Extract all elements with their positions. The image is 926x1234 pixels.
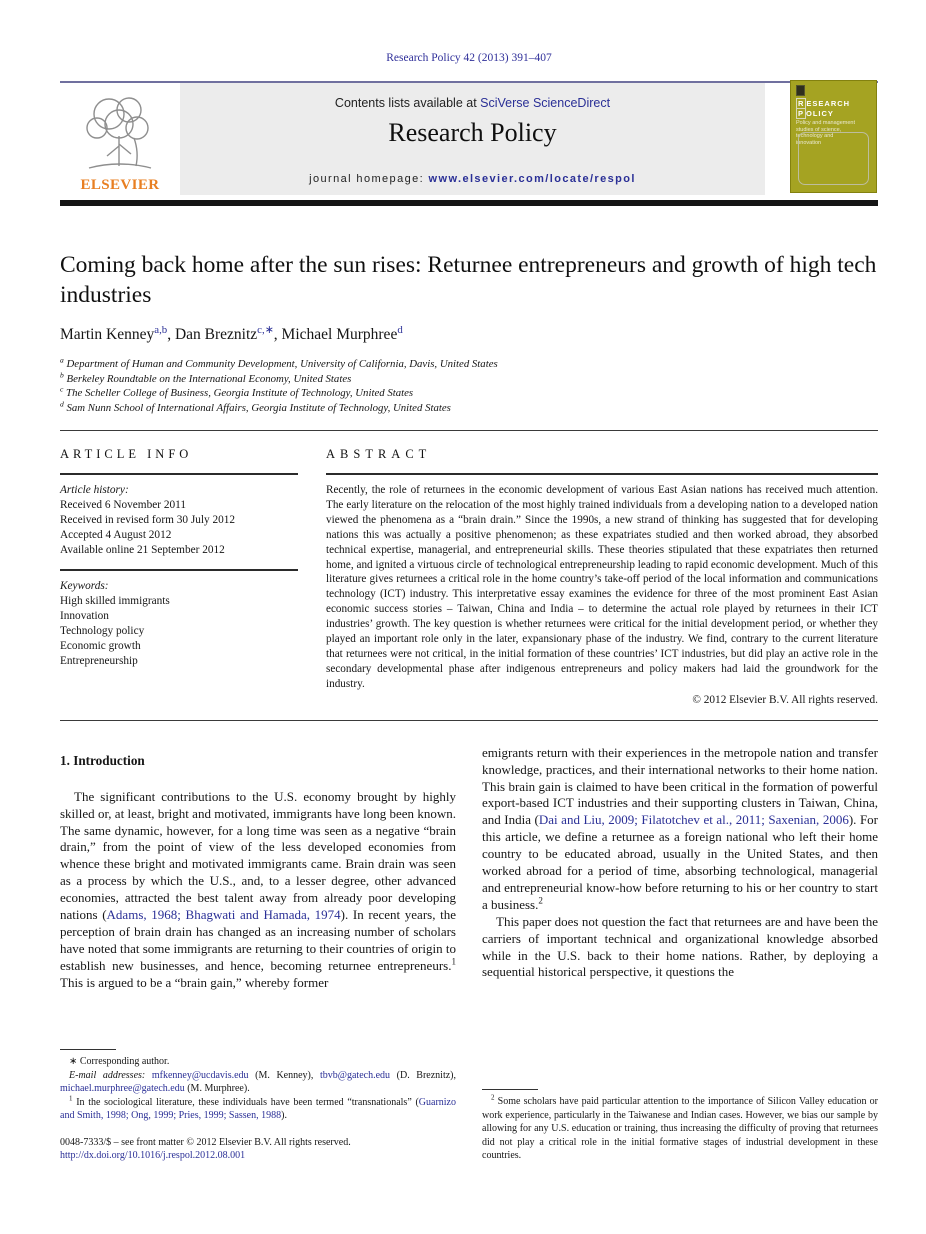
email-addresses xyxy=(60,1069,456,1096)
keyword: Economic growth xyxy=(60,640,141,652)
article-body xyxy=(60,745,878,1163)
header-banner xyxy=(180,83,765,195)
sciverse-sciencedirect-link[interactable]: SciVerse ScienceDirect xyxy=(480,96,611,110)
corresponding-author-note: ∗ Corresponding author. xyxy=(69,1056,170,1068)
text-segment: E-mail addresses: xyxy=(69,1069,152,1081)
journal-header xyxy=(60,83,878,195)
footnote-block-left xyxy=(60,1049,456,1163)
footnote-rule xyxy=(482,1089,538,1090)
history-accepted: Accepted 4 August 2012 xyxy=(60,529,172,541)
text-segment: c xyxy=(60,384,64,394)
divider xyxy=(60,473,298,475)
intro-paragraph-1-continued xyxy=(482,745,878,914)
cover-title-word1: RESEARCH xyxy=(798,99,851,108)
article-info-heading: ARTICLE INFO xyxy=(60,447,193,461)
text-segment: , xyxy=(167,326,175,343)
abstract-heading: ABSTRACT xyxy=(326,447,432,461)
section-heading-introduction: 1. Introduction xyxy=(60,752,145,768)
text-segment: a xyxy=(60,355,64,365)
text-segment: (M. Murphree). xyxy=(184,1083,250,1095)
doi-link[interactable]: http://dx.doi.org/10.1016/j.respol.2012.08.001 xyxy=(60,1150,246,1162)
cover-title-word2: POLICY xyxy=(798,109,834,118)
cover-subtitle: Policy and management studies of science, technology and innovation xyxy=(796,120,856,146)
text-segment: (M. Kenney), xyxy=(248,1069,320,1081)
imprint-block xyxy=(60,1136,456,1163)
text-segment: Michael Murphree xyxy=(281,326,398,343)
inline-link[interactable]: Guarnizo and Smith, 1998; Ong, 1999; Pries, 1999; Sassen, 1988 xyxy=(60,1096,456,1122)
body-column-right xyxy=(482,745,878,1163)
journal-cover-area xyxy=(765,83,878,195)
elsevier-tree-icon xyxy=(79,90,161,176)
inline-link[interactable]: michael.murphree@gatech.edu xyxy=(60,1083,185,1095)
paper-title: Coming back home after the sun rises: Returnee entrepreneurs and growth of high tech industries xyxy=(60,252,877,308)
journal-cover-thumbnail[interactable] xyxy=(790,80,877,193)
header-bottom-bar xyxy=(60,200,878,206)
text-segment: 1 xyxy=(451,956,456,967)
text-segment: The significant contributions to the U.S. economy brought by highly skilled or, at least, bright and motivated, immigrants have long been known. The same dynamic, however, for a long time was seen as a negative “brain drain,” from the point of view of the less developed economies from whence these bright and motivated immigrants came. Brain drain was seen as a process by which the U.S., and, to a lesser degree, other advanced economies, attracted the best talent away from already poor developing nations ( xyxy=(60,788,456,923)
text-segment: Department of Human and Community Development, University of California, Davis, United States xyxy=(63,358,498,370)
inline-link[interactable]: d xyxy=(397,323,403,336)
inline-link[interactable]: c,∗ xyxy=(257,323,274,336)
body-column-left xyxy=(60,745,456,1163)
keyword: Technology policy xyxy=(60,625,145,637)
elsevier-wordmark: ELSEVIER xyxy=(80,177,160,193)
cover-publisher-icon xyxy=(796,85,805,96)
keywords-label: Keywords: xyxy=(60,580,109,592)
history-received: Received 6 November 2011 xyxy=(60,499,187,511)
affiliation-d xyxy=(60,398,878,416)
affiliation-a xyxy=(60,357,878,372)
inline-link[interactable]: tbvb@gatech.edu xyxy=(320,1069,391,1081)
intro-paragraph-2: This paper does not question the fact that returnees are and have been the carriers of important technical and organizational knowledge absorbed while in the U.S. back to their home nations. Rather, by deploying a sequential historical perspective, it questions the xyxy=(482,913,878,980)
homepage-prefix: journal homepage: xyxy=(309,173,429,185)
cover-title xyxy=(796,99,871,118)
inline-link[interactable]: Adams, 1968; Bhagwati and Hamada, 1974 xyxy=(106,907,341,923)
inline-link[interactable]: a,b xyxy=(154,323,168,336)
keyword: Innovation xyxy=(60,610,109,622)
text-segment: 1 xyxy=(69,1094,73,1103)
history-revised: Received in revised form 30 July 2012 xyxy=(60,514,236,526)
journal-title: Research Policy xyxy=(388,118,557,147)
text-segment: In the sociological literature, these individuals have been termed “transnationals” ( xyxy=(72,1096,419,1108)
text-segment: Martin Kenney xyxy=(60,326,155,343)
history-online: Available online 21 September 2012 xyxy=(60,544,225,556)
footnote-1 xyxy=(60,1096,456,1123)
inline-link[interactable]: mfkenney@ucdavis.edu xyxy=(151,1069,249,1081)
homepage-line xyxy=(309,173,636,195)
footnote-rule xyxy=(60,1049,116,1050)
info-abstract-region xyxy=(60,430,878,721)
journal-homepage-link[interactable]: www.elsevier.com/locate/respol xyxy=(428,173,636,185)
text-segment: b xyxy=(60,369,64,379)
keyword: High skilled immigrants xyxy=(60,595,170,607)
footnote-block-right xyxy=(482,1089,878,1163)
text-segment: 2 xyxy=(538,895,543,906)
text-segment: Berkeley Roundtable on the International Economy, United States xyxy=(63,372,352,385)
page xyxy=(60,0,878,1163)
keyword: Entrepreneurship xyxy=(60,655,138,667)
inline-link[interactable]: Dai and Liu, 2009; Filatotchev et al., 2011; Saxenian, 2006 xyxy=(538,812,849,828)
text-segment: emigrants return with their experiences in the metropole nation and transfer knowledge, practices, and their international networks to their home nation. This brain gain is claimed to have been critical in the formation of powerful export-based ICT industries and their supporting clusters in Taiwan, China, and India ( xyxy=(482,744,878,828)
affiliations xyxy=(60,357,878,415)
issn-copyright-line: 0048-7333/$ – see front matter © 2012 Elsevier B.V. All rights reserved. xyxy=(60,1136,351,1148)
text-segment: ). In recent years, the perception of brain drain has changed as an increasing number of scholars have noted that some immigrants are returning to their countries of origin to establish new businesses, and hence, becoming returnee entrepreneurs. xyxy=(60,907,456,973)
cover-decorative-frame xyxy=(798,132,869,185)
affiliation-c xyxy=(60,386,878,401)
text-segment: This is argued to be a “brain gain,” whereby former xyxy=(60,974,329,990)
divider xyxy=(326,473,878,475)
article-history-label: Article history: xyxy=(60,484,129,496)
copyright-notice: © 2012 Elsevier B.V. All rights reserved. xyxy=(692,693,878,706)
footnote-2 xyxy=(482,1095,878,1163)
text-segment: Sam Nunn School of International Affairs, Georgia Institute of Technology, United States xyxy=(63,401,451,414)
abstract-column xyxy=(312,443,878,706)
text-segment: Some scholars have paid particular attention to the importance of Silicon Valley education or work experience, particularly in the Taiwanese and Indian cases. However, we bias our sample by allowing for any U.S. education or training, thus increasing the difficulty of proving that returnees did not play a critical role in the initial formative stages of industrial development in these countries. xyxy=(482,1096,878,1162)
contents-prefix: Contents lists available at xyxy=(334,96,481,110)
divider xyxy=(60,569,298,571)
text-segment: Dan Breznitz xyxy=(174,326,258,343)
text-segment: 2 xyxy=(491,1093,495,1102)
affiliation-b xyxy=(60,369,878,387)
text-segment: d xyxy=(60,398,64,408)
elsevier-logo[interactable] xyxy=(60,83,180,195)
intro-paragraph-1 xyxy=(60,789,456,992)
contents-line xyxy=(335,96,610,110)
text-segment: , xyxy=(273,326,282,343)
abstract-text: Recently, the role of returnees in the economic development of various East Asian nations has received much attention. The early literature on the relocation of the most highly trained individuals from a developing nation to a developed nation viewed the phenomena as a “brain drain.” Since the 1990s, a new strand of thinking has suggested that for developing nations this was actually a positive phenomenon; as these expatriates studied and then worked abroad, they absorbed technical expertise, managerial, and entrepreneurial skills. These theories stipulated that these expatriates then returned home, and ignited a virtuous circle of technological entrepreneurship leading to rapid economic development. Much of this literature gives returnees a critical role in the home country’s take-off period of the local information and communications technology (ICT) industry. This interpretative essay examines the evidence for three of the most prominent East Asian economic success stories – Taiwan, China and India – to determine the actual role played by returnees in their ICT industries’ growth. The key question is whether returnees were critical for the initial development period, or whether they played an important role only in the later, expansionary phase of the industry. We find, contrary to the current literature that returnees were not critical, in the initial formation of these countries’ ICT industries, but did play an active role in the secondary developmental phase after indigenous entrepreneurs and policy makers had laid the groundwork for the industry. xyxy=(326,484,878,690)
text-segment: The Scheller College of Business, Georgia Institute of Technology, United States xyxy=(63,387,414,399)
text-segment: ). xyxy=(281,1110,287,1122)
author-list xyxy=(60,323,878,344)
article-info-column xyxy=(60,443,312,706)
text-segment: ). For this article, we define a returnee as a foreign national who left their home country to be educated abroad, usually in the United States, and then worked abroad for a period of time, absorbing technological, managerial and entrepreneurial know-how before returning to his or her country to start a business. xyxy=(482,812,879,912)
journal-citation: Research Policy 42 (2013) 391–407 xyxy=(386,52,552,64)
text-segment: (D. Breznitz), xyxy=(390,1069,456,1081)
